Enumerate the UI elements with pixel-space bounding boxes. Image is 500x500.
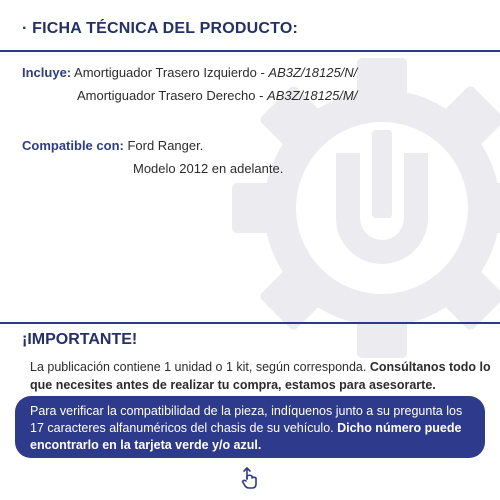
importante-title: ¡IMPORTANTE! bbox=[22, 331, 138, 348]
compatibility-info-box bbox=[15, 396, 485, 458]
importante-bold-text: Consúltanos todo lo que necesites antes de realizar tu compra, estamos para asesorarte. bbox=[30, 360, 491, 392]
incluye-row-2 bbox=[77, 88, 357, 103]
compatible-row-2 bbox=[133, 161, 283, 176]
item-code: AB3Z/18125/N/ bbox=[268, 65, 358, 80]
pointing-hand-icon bbox=[240, 466, 260, 490]
divider-middle bbox=[0, 322, 500, 324]
incluye-row-1 bbox=[22, 65, 357, 80]
compatible-vehicle: Ford Ranger. bbox=[127, 138, 204, 153]
header bbox=[0, 0, 500, 56]
incluye-label: Incluye: bbox=[22, 65, 72, 80]
item-name: Amortiguador Trasero Derecho - bbox=[77, 88, 268, 103]
compatible-label: Compatible con: bbox=[22, 138, 124, 153]
compatible-row-1 bbox=[22, 138, 203, 153]
info-regular-text: Para verificar la compatibilidad de la pieza, indíquenos junto a su pregunta los 17 caracteres alfanuméricos del chasis de su vehículo. bbox=[30, 404, 463, 435]
gear-logo-watermark-icon bbox=[232, 58, 500, 358]
importante-text bbox=[30, 358, 500, 394]
importante-regular-text: La publicación contiene 1 unidad o 1 kit, según corresponda. bbox=[30, 360, 370, 374]
page-title: · FICHA TÉCNICA DEL PRODUCTO: bbox=[22, 20, 299, 37]
compatible-model: Modelo 2012 en adelante. bbox=[133, 161, 284, 176]
item-name: Amortiguador Trasero Izquierdo - bbox=[74, 65, 269, 80]
info-bold-text: Dicho número puede encontrarlo en la tarjeta verde y/o azul. bbox=[30, 421, 462, 452]
item-code: AB3Z/18125/M/ bbox=[267, 88, 358, 103]
divider-top bbox=[0, 50, 500, 52]
